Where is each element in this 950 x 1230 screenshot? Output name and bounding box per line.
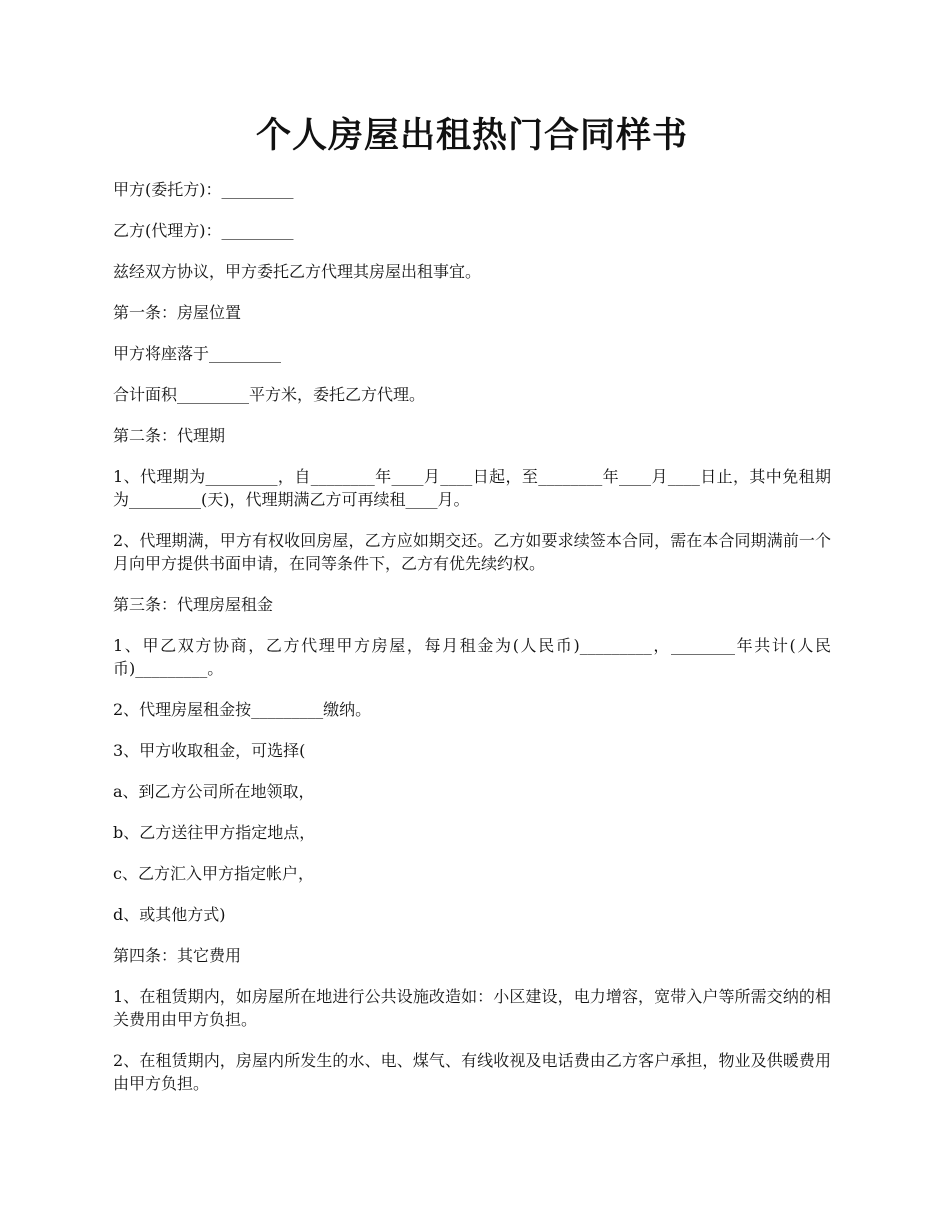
payment-option-d: d、或其他方式) bbox=[113, 905, 226, 924]
agreement-intro: 兹经双方协议，甲方委托乙方代理其房屋出租事宜。 bbox=[113, 262, 482, 281]
document-title: 个人房屋出租热门合同样书 bbox=[255, 115, 688, 156]
party-a-line: 甲方(委托方)：_________ bbox=[113, 180, 294, 199]
payment-option-c: c、乙方汇入甲方指定帐户， bbox=[113, 864, 314, 883]
article-3-heading: 第三条：代理房屋租金 bbox=[113, 595, 274, 614]
article-4-heading: 第四条：其它费用 bbox=[113, 946, 242, 965]
article-1-location: 甲方将座落于_________ bbox=[113, 344, 282, 363]
article-3-clause-2: 2、代理房屋租金按_________缴纳。 bbox=[113, 700, 372, 719]
article-4-clause-2: 2、在租赁期内，房屋内所发生的水、电、煤气、有线收视及电话费由乙方客户承担，物业及供暖费用由甲方负担。 bbox=[113, 1051, 831, 1093]
article-2-clause-2: 2、代理期满，甲方有权收回房屋，乙方应如期交还。乙方如要求续签本合同，需在本合同期满前一个月向甲方提供书面申请，在同等条件下，乙方有优先续约权。 bbox=[113, 531, 831, 573]
article-4-clause-1: 1、在租赁期内，如房屋所在地进行公共设施改造如：小区建设，电力增容，宽带入户等所需交纳的相关费用由甲方负担。 bbox=[113, 987, 831, 1029]
article-3-clause-1: 1、甲乙双方协商，乙方代理甲方房屋，每月租金为(人民币)_________，________年共计(人民币)_________。 bbox=[113, 636, 831, 678]
document-body bbox=[113, 178, 831, 1113]
payment-option-b: b、乙方送往甲方指定地点， bbox=[113, 823, 316, 842]
article-1-heading: 第一条：房屋位置 bbox=[113, 303, 242, 322]
article-1-area: 合计面积_________平方米，委托乙方代理。 bbox=[113, 385, 426, 404]
party-b-line: 乙方(代理方)：_________ bbox=[113, 221, 294, 240]
article-3-clause-3: 3、甲方收取租金，可选择( bbox=[113, 741, 306, 760]
payment-option-a: a、到乙方公司所在地领取， bbox=[113, 782, 315, 801]
article-2-heading: 第二条：代理期 bbox=[113, 426, 226, 445]
article-2-clause-1: 1、代理期为_________，自________年____月____日起，至________年____月____日止，其中免租期为_________(天)，代理期满乙方可再续租____月。 bbox=[113, 467, 831, 509]
